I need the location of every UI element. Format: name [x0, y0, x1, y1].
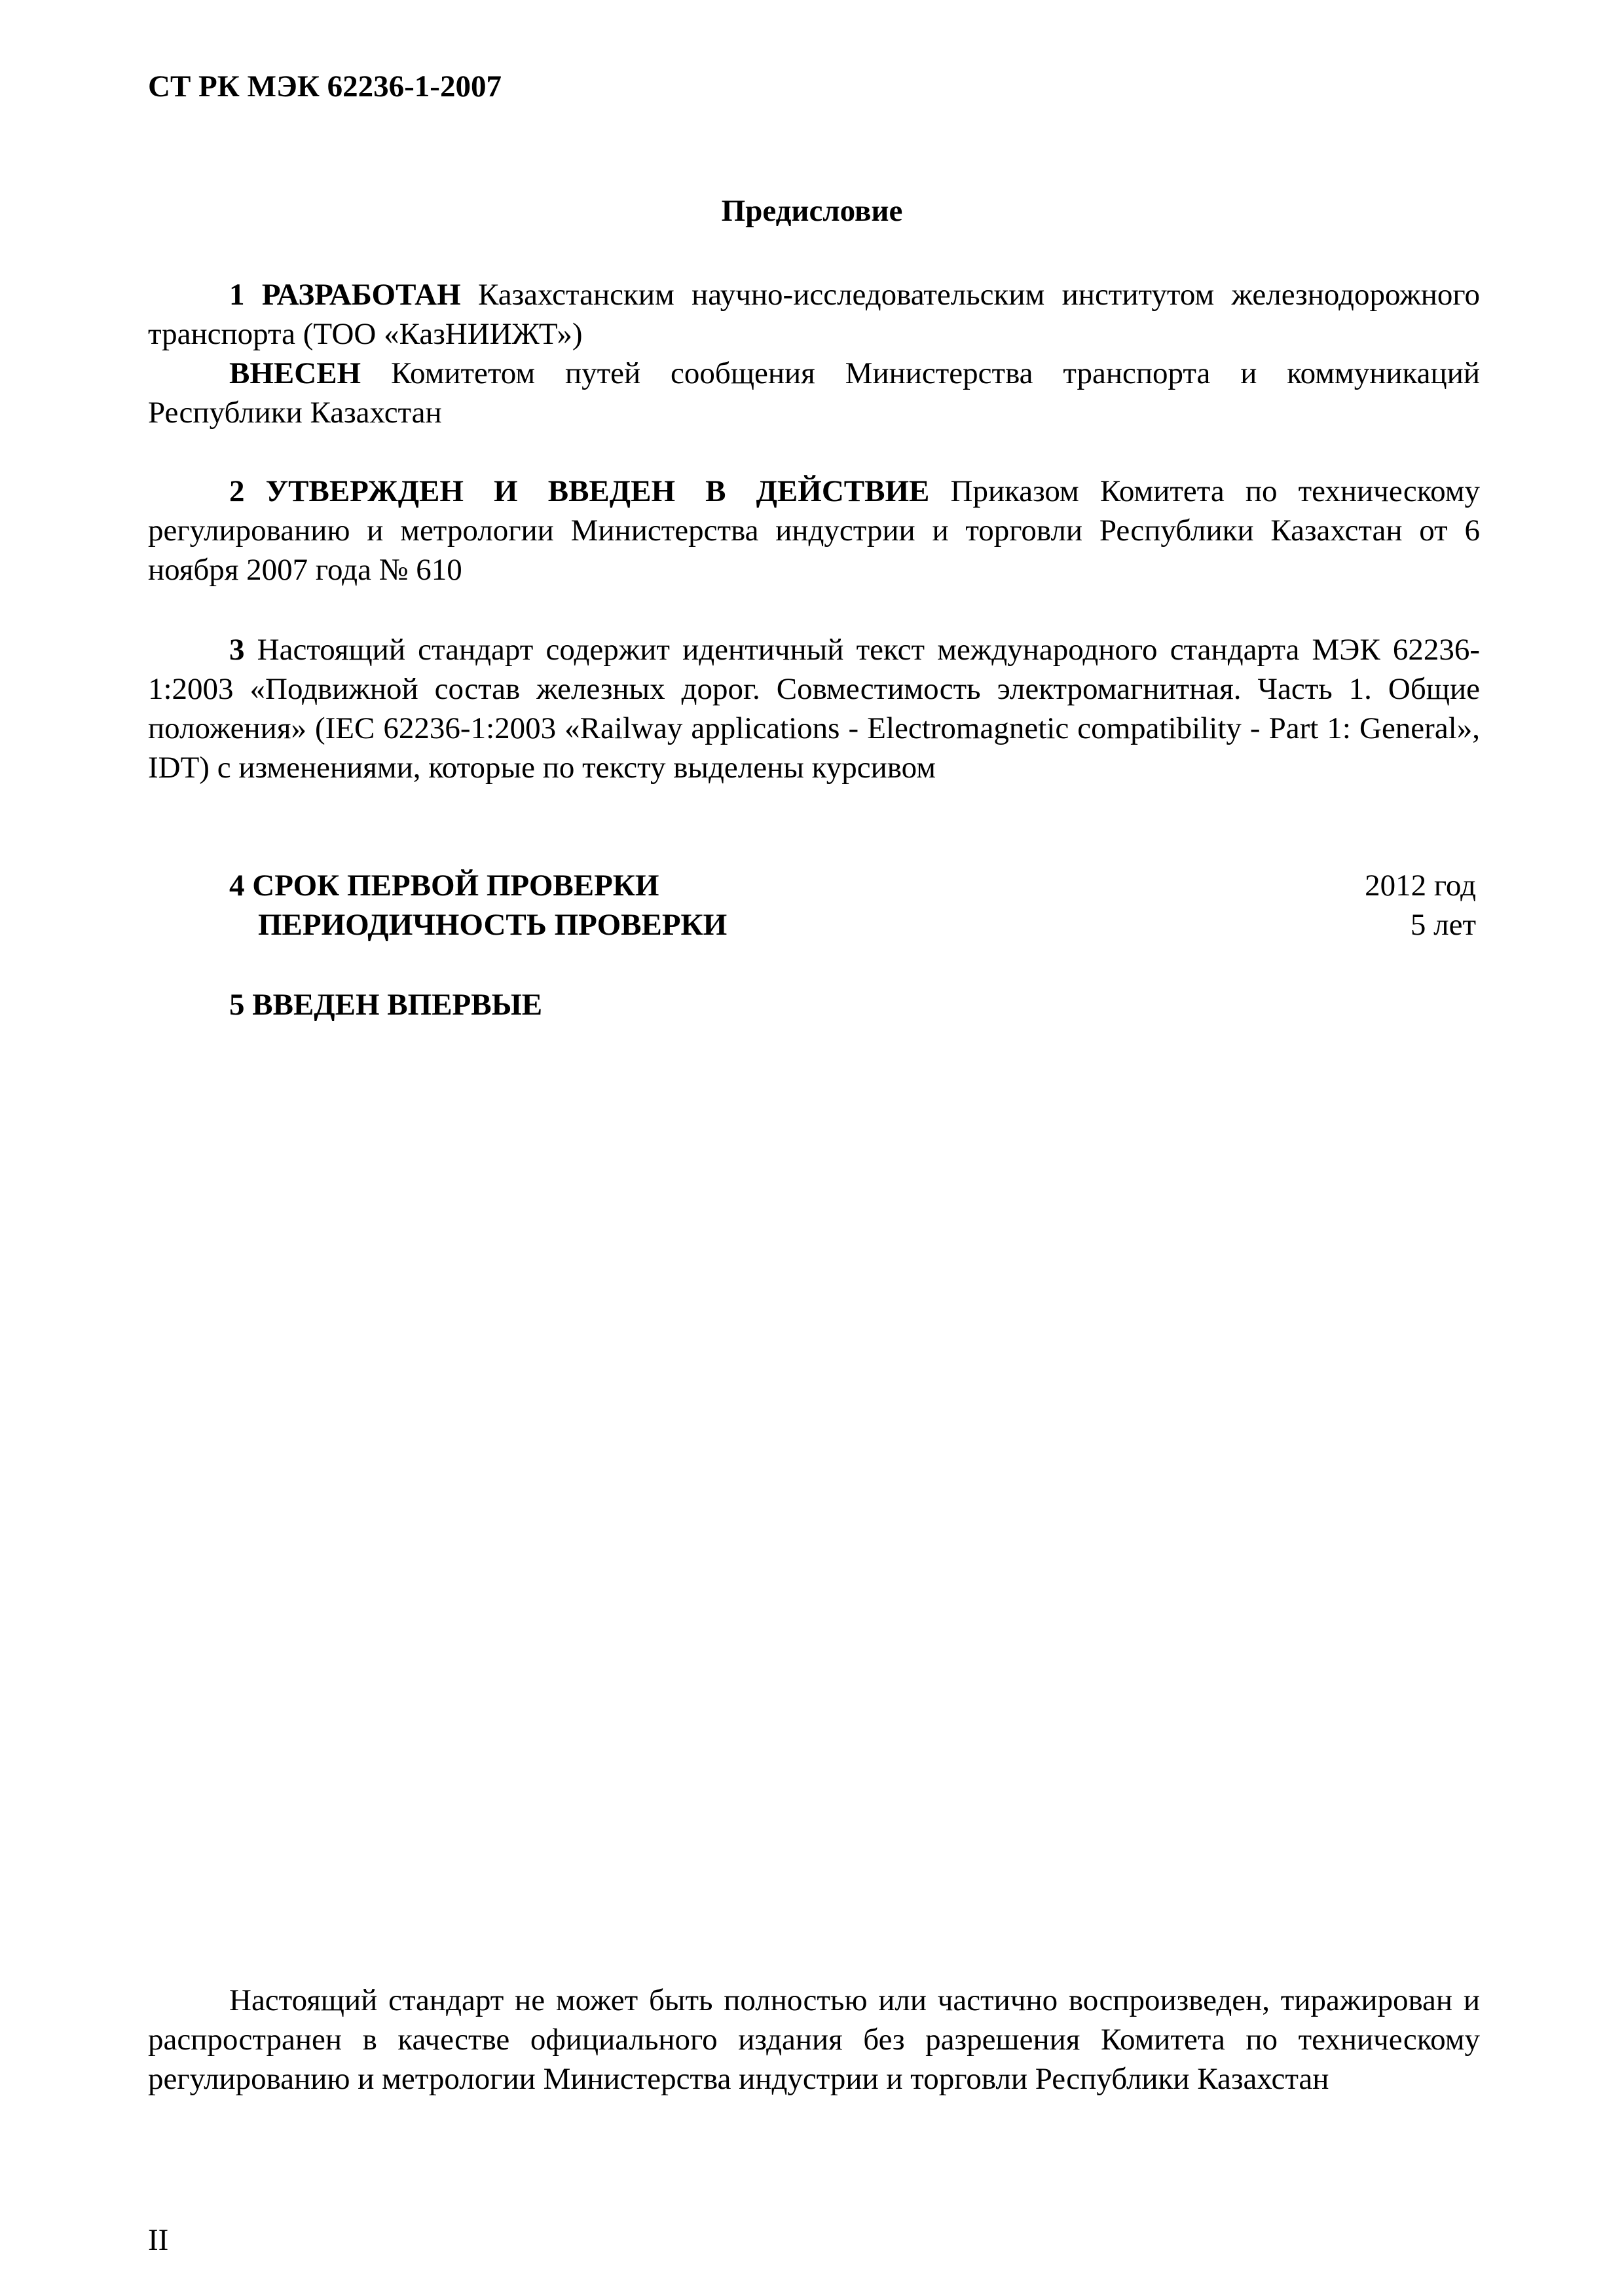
item-1-paragraph [148, 275, 1480, 354]
item-2-keyword: УТВЕРЖДЕН И ВВЕДЕН В ДЕЙСТВИЕ [265, 474, 930, 508]
item-3-number: 3 [229, 633, 245, 667]
first-review-value: 2012 год [1365, 869, 1476, 903]
document-code-header: СТ РК МЭК 62236-1-2007 [148, 69, 502, 103]
item-1-introduced-paragraph [148, 354, 1480, 432]
item-2-text: Приказом Комитета по техническому регулированию и метрологии Министерства индустрии и торговли Республики Казахстан от 6 ноября 2007 года № 610 [148, 474, 1481, 587]
first-review-label: 4 СРОК ПЕРВОЙ ПРОВЕРКИ [229, 869, 659, 903]
copyright-notice: Настоящий стандарт не может быть полностью или частично воспроизведен, тиражирован и распространен в качестве официального издания без разрешения Комитета по техническому регулированию и метрологии Министерства индустрии и торговли Республики Казахстан [148, 1983, 1480, 2096]
item-2-number: 2 [229, 474, 245, 508]
item-1-text: Казахстанским научно-исследовательским институтом железнодорожного транспорта (ТОО «КазНИИЖТ») [148, 278, 1481, 351]
item-1-number: 1 [229, 278, 245, 312]
introduced-text: Комитетом путей сообщения Министерства транспорта и коммуникаций Республики Казахстан [148, 356, 1480, 430]
item-5-row [229, 985, 1476, 1024]
page-number: II [148, 2223, 169, 2257]
item-1-keyword: РАЗРАБОТАН [261, 278, 461, 312]
first-review-row [229, 866, 1476, 905]
item-3-text: Настоящий стандарт содержит идентичный текст международного стандарта МЭК 62236-1:2003 «Подвижной состав железных дорог. Совместимость электромагнитная. Часть 1. Общие положения» (IEC 62236-1:2003 «Railway applications - Electromagnetic compatibility - Part 1: General», IDT) с изменениями, которые по тексту выделены курсивом [148, 633, 1480, 785]
review-period-label: ПЕРИОДИЧНОСТЬ ПРОВЕРКИ [258, 908, 728, 942]
introduced-keyword: ВНЕСЕН [229, 356, 361, 390]
review-period-value: 5 лет [1410, 908, 1476, 942]
section-title: Предисловие [721, 194, 903, 228]
item-5-text: 5 ВВЕДЕН ВПЕРВЫЕ [229, 988, 543, 1022]
item-2-paragraph [148, 472, 1480, 589]
review-period-row [229, 905, 1476, 945]
item-3-paragraph [148, 630, 1480, 787]
